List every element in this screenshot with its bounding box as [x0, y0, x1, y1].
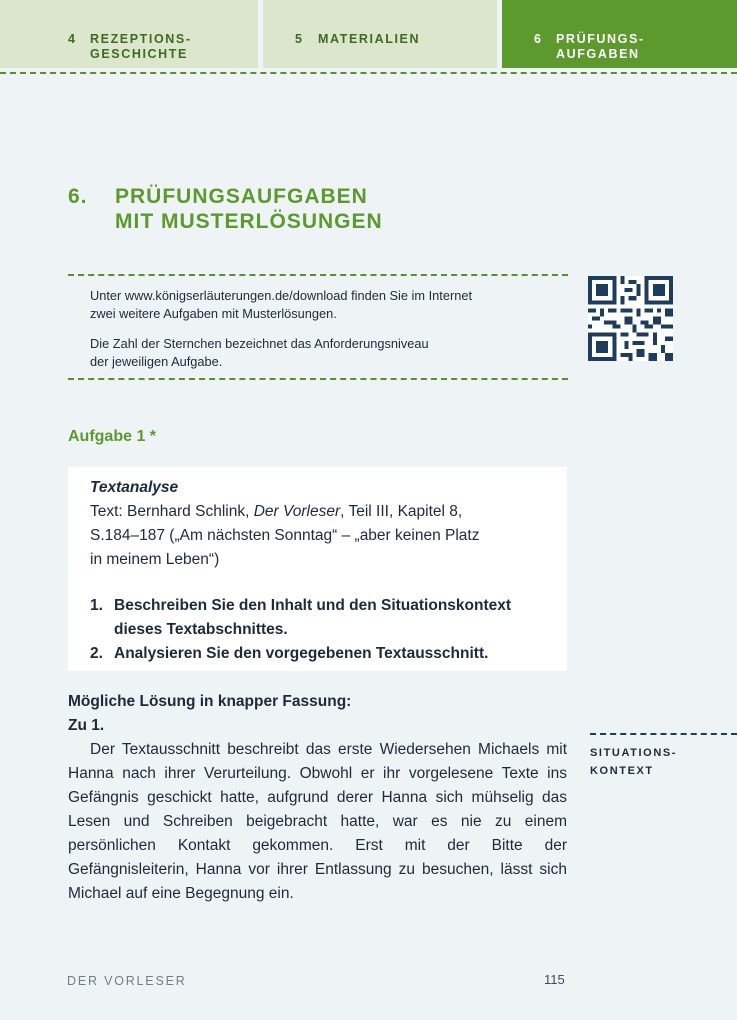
info-divider-top [68, 274, 568, 276]
header-divider [0, 72, 737, 74]
chapter-tabs [0, 0, 737, 68]
margin-note-line1: SITUATIONS- [590, 747, 678, 759]
tab-label-line1: PRÜFUNGS- [556, 32, 645, 46]
list-item-line1: Analysieren Sie den vorgegebenen Textausschnitt. [114, 645, 489, 662]
tab-number: 5 [295, 32, 304, 46]
task-source-line3: in meinem Leben“) [90, 551, 220, 568]
tab-number: 6 [534, 32, 543, 46]
solution-subheading: Zu 1. [68, 717, 105, 734]
task-source-line2: S.184–187 („Am nächsten Sonntag“ – „aber keinen Platz [90, 527, 480, 544]
tab-pruefungsaufgaben[interactable] [502, 0, 737, 68]
source-prefix: Text: Bernhard Schlink, [90, 503, 254, 520]
list-item [90, 594, 560, 642]
info-paragraph-1 [90, 287, 550, 322]
task-source [90, 476, 550, 572]
tab-label-line2: AUFGABEN [556, 47, 640, 61]
info-divider-bottom [68, 378, 568, 380]
task-source-line1 [90, 500, 550, 524]
tab-materialien[interactable] [263, 0, 497, 68]
page-number: 115 [544, 972, 565, 987]
list-item-number: 2. [90, 645, 103, 662]
list-item-number: 1. [90, 597, 103, 614]
info-line: der jeweiligen Aufgabe. [90, 353, 223, 369]
task-box [68, 467, 567, 671]
tab-label-line1: MATERIALIEN [318, 32, 421, 46]
task-heading: Aufgabe 1 * [68, 428, 157, 445]
info-paragraph-2 [90, 335, 550, 370]
tab-label-line1: REZEPTIONS- [90, 32, 192, 46]
info-line: Unter www.königserläuterungen.de/download finden Sie im Internet [90, 288, 473, 303]
task-type: Textanalyse [90, 479, 179, 496]
solution-paragraph: Der Textausschnitt beschreibt das erste Wiedersehen Michaels mit Hanna nach ihrer Verurteilung. Obwohl er ihr vorgelesene Texte ins Gefängnis geschickt hatte, aufgrund derer Hanna sich mühselig das Lesen und Schreiben beigebracht hatte, war es nie zu einem persönlichen Kontakt gekommen. Erst mit der Bitte der Gefängnisleiterin, Hanna vor ihrer Entlassung zu besuchen, lässt sich Michael auf eine Begegnung ein. [68, 741, 567, 902]
qr-code-icon[interactable] [588, 276, 673, 361]
task-list [90, 594, 560, 666]
tab-rezeptionsgeschichte[interactable] [0, 0, 258, 68]
list-item [90, 642, 560, 666]
solution-heading: Mögliche Lösung in knapper Fassung: [68, 693, 352, 710]
list-item-line1: Beschreiben Sie den Inhalt und den Situationskontext [114, 597, 512, 614]
tab-label-line2: GESCHICHTE [90, 47, 188, 61]
chapter-title-line2: MIT MUSTERLÖSUNGEN [115, 210, 383, 233]
list-item-line2: dieses Textabschnittes. [114, 621, 288, 638]
margin-note-line2: KONTEXT [590, 765, 654, 777]
chapter-title-line1: PRÜFUNGSAUFGABEN [115, 185, 368, 208]
source-rest: , Teil III, Kapitel 8, [340, 503, 463, 520]
info-line: Die Zahl der Sternchen bezeichnet das Anforderungsniveau [90, 336, 429, 351]
info-line: zwei weitere Aufgaben mit Musterlösungen. [90, 305, 337, 321]
margin-divider [590, 733, 737, 735]
book-title: Der Vorleser [253, 503, 341, 520]
chapter-number: 6. [68, 185, 88, 208]
footer-book-title: DER VORLESER [67, 974, 187, 988]
solution-section [68, 690, 567, 906]
tab-number: 4 [68, 32, 77, 46]
margin-note [590, 744, 677, 780]
